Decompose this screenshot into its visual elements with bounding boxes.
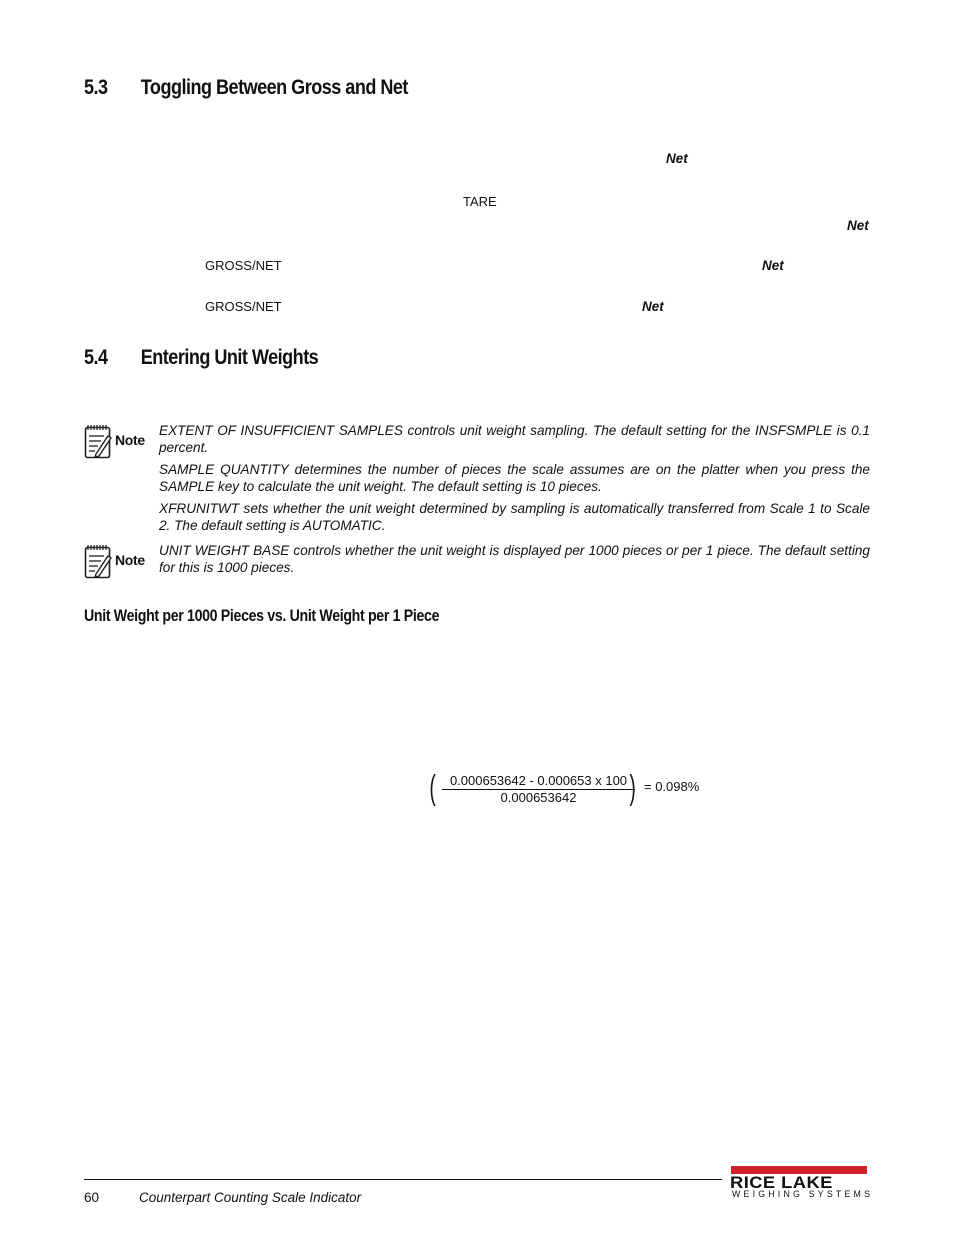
note-paragraph: SAMPLE QUANTITY determines the number of pieces the scale assumes are on the platter when you press the SAMPLE key to calculate the unit weight. The default setting is 10 pieces.	[159, 462, 870, 494]
section-heading-5-4	[84, 346, 318, 370]
gross-net-key-label: GROSS/NET	[205, 299, 282, 314]
logo-title: RICE LAKE	[730, 1173, 833, 1192]
section-number: 5.3	[84, 76, 108, 99]
right-paren: )	[629, 769, 636, 807]
note-1-text	[159, 422, 870, 539]
tare-key-label: TARE	[463, 194, 497, 209]
note-label: Note	[115, 552, 145, 568]
note-label: Note	[115, 432, 145, 448]
section-title: Toggling Between Gross and Net	[140, 76, 408, 99]
subsection-heading: Unit Weight per 1000 Pieces vs. Unit Weight per 1 Piece	[84, 607, 440, 625]
net-term: Net	[847, 218, 869, 233]
section-number: 5.4	[84, 346, 108, 369]
note-paragraph: XFRUNITWT sets whether the unit weight determined by sampling is automatically transferred from Scale 1 to Scale 2. The default setting is AUTOMATIC.	[159, 501, 870, 533]
section-title: Entering Unit Weights	[140, 346, 319, 369]
formula-result: = 0.098%	[644, 779, 700, 794]
net-term: Net	[666, 151, 688, 166]
footer-rule	[84, 1179, 722, 1180]
section-heading-5-3	[84, 76, 408, 100]
formula-numerator: 0.000653642 - 0.000653 x 100	[442, 773, 635, 790]
accuracy-formula	[431, 771, 721, 811]
logo-subtitle: WEIGHING SYSTEMS	[732, 1189, 874, 1199]
net-term: Net	[762, 258, 784, 273]
page-number: 60	[84, 1190, 100, 1205]
document-title: Counterpart Counting Scale Indicator	[139, 1190, 362, 1205]
left-paren: (	[429, 769, 436, 807]
note-2-text	[159, 542, 870, 581]
gross-net-key-label: GROSS/NET	[205, 258, 282, 273]
net-term: Net	[642, 299, 664, 314]
note-paragraph: EXTENT OF INSUFFICIENT SAMPLES controls unit weight sampling. The default setting for the INSFSMPLE is 0.1 percent.	[159, 423, 870, 455]
note-paragraph: UNIT WEIGHT BASE controls whether the unit weight is displayed per 1000 pieces or per 1 piece. The default setting for this is 1000 pieces.	[159, 543, 870, 575]
formula-denominator: 0.000653642	[500, 790, 577, 805]
